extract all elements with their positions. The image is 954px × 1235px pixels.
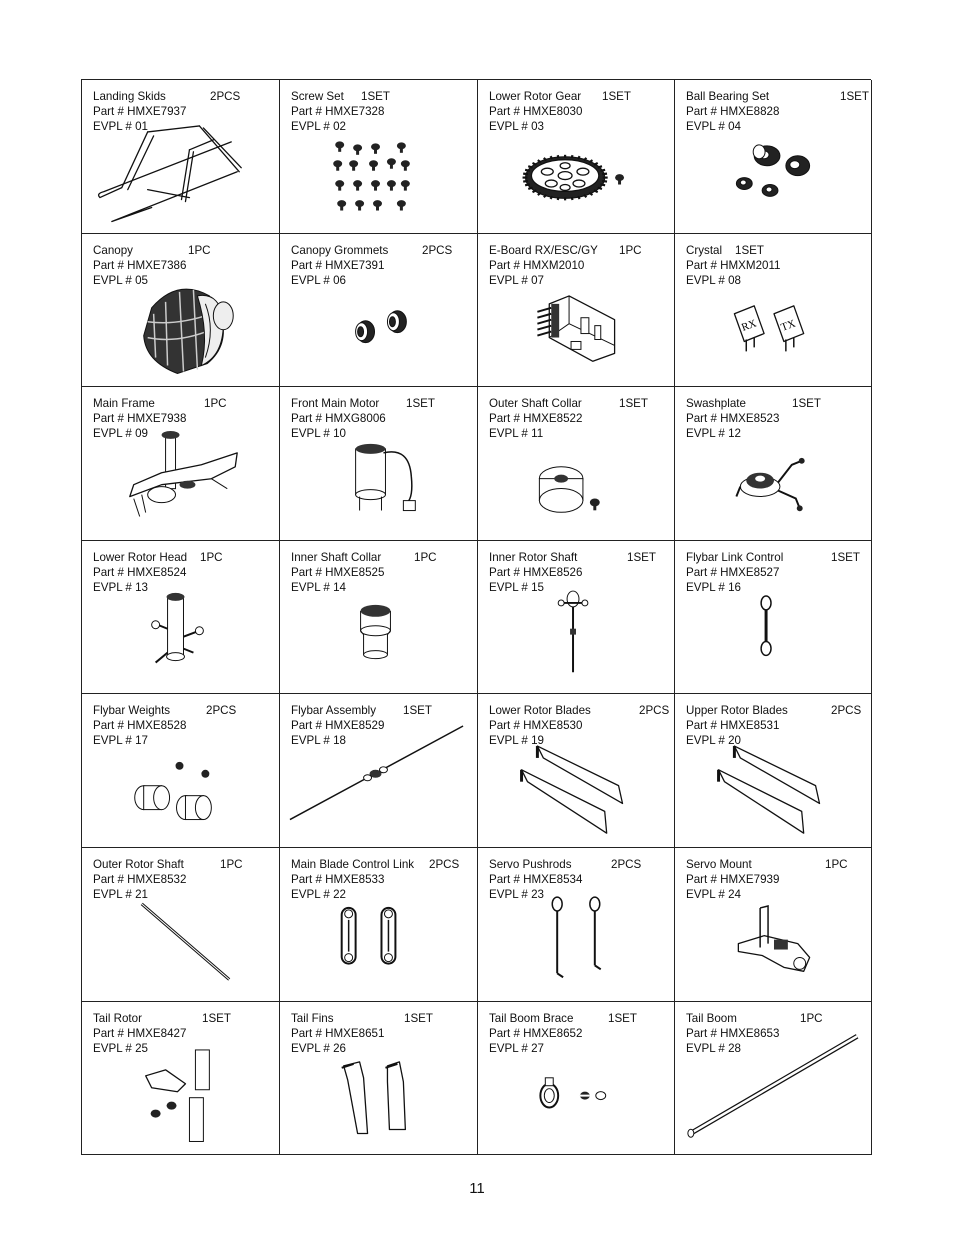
evpl-number: EVPL # 27 bbox=[489, 1041, 545, 1055]
part-name: Tail Rotor bbox=[93, 1011, 142, 1025]
part-cell bbox=[280, 234, 478, 388]
part-name: Upper Rotor Blades bbox=[686, 704, 788, 718]
part-number: Part # HMXE7391 bbox=[291, 258, 385, 272]
part-number: Part # HMXE8525 bbox=[291, 565, 385, 579]
evpl-number: EVPL # 13 bbox=[93, 580, 149, 594]
part-number: Part # HMXE7939 bbox=[686, 872, 780, 886]
part-cell bbox=[280, 848, 478, 1002]
part-info bbox=[93, 396, 273, 441]
part-cell bbox=[478, 541, 675, 695]
part-name: Crystal bbox=[686, 243, 723, 257]
part-info bbox=[291, 857, 471, 902]
part-name: Lower Rotor Gear bbox=[489, 90, 582, 103]
part-quantity: 1SET bbox=[202, 1011, 231, 1025]
part-number: Part # HMXE7937 bbox=[93, 105, 187, 118]
part-info bbox=[489, 857, 668, 902]
part-number: Part # HMXE8534 bbox=[489, 872, 583, 886]
part-quantity: 1PC bbox=[200, 550, 223, 564]
part-info bbox=[686, 1011, 865, 1056]
part-quantity: 1PC bbox=[204, 397, 227, 411]
page-number: 11 bbox=[469, 1180, 485, 1197]
evpl-number: EVPL # 25 bbox=[93, 1041, 149, 1055]
part-quantity: 1SET bbox=[361, 90, 390, 103]
part-quantity: 1SET bbox=[840, 90, 869, 103]
part-info bbox=[489, 243, 668, 288]
part-name: Outer Rotor Shaft bbox=[93, 857, 184, 871]
part-cell bbox=[280, 1002, 478, 1156]
part-info bbox=[93, 857, 273, 902]
part-number: Part # HMXE7328 bbox=[291, 105, 385, 118]
part-info bbox=[93, 550, 273, 595]
part-number: Part # HMXE7938 bbox=[93, 412, 187, 426]
part-quantity: 1SET bbox=[735, 243, 764, 257]
part-info bbox=[489, 703, 668, 748]
part-cell bbox=[675, 387, 872, 541]
part-cell bbox=[675, 234, 872, 388]
part-info bbox=[93, 1011, 273, 1056]
part-quantity: 1PC bbox=[800, 1011, 823, 1025]
evpl-number: EVPL # 09 bbox=[93, 427, 149, 441]
evpl-number: EVPL # 07 bbox=[489, 273, 545, 287]
evpl-number: EVPL # 10 bbox=[291, 427, 347, 441]
part-cell bbox=[478, 1002, 675, 1156]
part-info bbox=[291, 1011, 471, 1056]
part-quantity: 1SET bbox=[602, 90, 631, 103]
part-info bbox=[686, 857, 865, 902]
part-cell bbox=[478, 848, 675, 1002]
part-info bbox=[686, 243, 865, 288]
evpl-number: EVPL # 03 bbox=[489, 120, 545, 133]
evpl-number: EVPL # 21 bbox=[93, 887, 149, 901]
part-number: Part # HMXE8427 bbox=[93, 1026, 187, 1040]
part-cell bbox=[675, 848, 872, 1002]
part-number: Part # HMXE8653 bbox=[686, 1026, 780, 1040]
part-number: Part # HMXE7386 bbox=[93, 258, 187, 272]
part-info bbox=[489, 1011, 668, 1056]
part-name: Flybar Link Control bbox=[686, 550, 784, 564]
evpl-number: EVPL # 16 bbox=[686, 580, 742, 594]
part-name: Main Frame bbox=[93, 397, 155, 411]
part-info bbox=[291, 550, 471, 595]
evpl-number: EVPL # 08 bbox=[686, 273, 742, 287]
part-name: Main Blade Control Link bbox=[291, 857, 415, 871]
evpl-number: EVPL # 11 bbox=[489, 427, 544, 441]
part-quantity: 1PC bbox=[220, 857, 243, 871]
part-info bbox=[93, 89, 273, 134]
parts-grid bbox=[81, 79, 871, 1155]
part-number: Part # HMXE8652 bbox=[489, 1026, 583, 1040]
part-number: Part # HMXE8530 bbox=[489, 719, 583, 733]
part-name: Lower Rotor Head bbox=[93, 550, 188, 564]
evpl-number: EVPL # 01 bbox=[93, 120, 149, 133]
part-number: Part # HMXE8030 bbox=[489, 105, 583, 118]
evpl-number: EVPL # 26 bbox=[291, 1041, 347, 1055]
part-quantity: 1PC bbox=[188, 243, 211, 257]
part-cell bbox=[478, 234, 675, 388]
part-quantity: 2PCS bbox=[422, 243, 453, 257]
evpl-number: EVPL # 04 bbox=[686, 120, 742, 133]
part-number: Part # HMXM2011 bbox=[686, 258, 781, 272]
part-name: Canopy Grommets bbox=[291, 243, 389, 257]
part-info bbox=[291, 243, 471, 288]
part-info bbox=[686, 703, 865, 748]
evpl-number: EVPL # 23 bbox=[489, 887, 545, 901]
part-name: Tail Boom bbox=[686, 1011, 737, 1025]
part-cell bbox=[675, 1002, 872, 1156]
part-number: Part # HMXE8522 bbox=[489, 412, 583, 426]
part-name: Inner Shaft Collar bbox=[291, 550, 382, 564]
part-quantity: 1PC bbox=[619, 243, 642, 257]
part-quantity: 2PCS bbox=[639, 704, 670, 718]
evpl-number: EVPL # 12 bbox=[686, 427, 742, 441]
part-number: Part # HMXE8524 bbox=[93, 565, 187, 579]
evpl-number: EVPL # 06 bbox=[291, 273, 347, 287]
evpl-number: EVPL # 28 bbox=[686, 1041, 742, 1055]
part-info bbox=[686, 550, 865, 595]
part-cell bbox=[675, 80, 872, 234]
part-number: Part # HMXE8527 bbox=[686, 565, 780, 579]
part-quantity: 1SET bbox=[404, 1011, 433, 1025]
evpl-number: EVPL # 14 bbox=[291, 580, 347, 594]
evpl-number: EVPL # 22 bbox=[291, 887, 347, 901]
part-name: Lower Rotor Blades bbox=[489, 704, 591, 718]
part-cell bbox=[478, 387, 675, 541]
part-cell bbox=[82, 848, 280, 1002]
part-name: Servo Pushrods bbox=[489, 857, 572, 871]
part-cell bbox=[280, 541, 478, 695]
part-cell bbox=[280, 387, 478, 541]
part-name: Screw Set bbox=[291, 90, 344, 103]
part-name: Ball Bearing Set bbox=[686, 90, 770, 103]
evpl-number: EVPL # 24 bbox=[686, 887, 742, 901]
part-name: Canopy bbox=[93, 243, 133, 257]
part-cell bbox=[82, 694, 280, 848]
part-quantity: 1SET bbox=[627, 550, 656, 564]
part-name: E-Board RX/ESC/GY bbox=[489, 243, 598, 257]
part-quantity: 1SET bbox=[403, 704, 432, 718]
part-quantity: 2PCS bbox=[210, 90, 241, 103]
part-info bbox=[291, 89, 471, 134]
evpl-number: EVPL # 20 bbox=[686, 734, 742, 748]
part-quantity: 1PC bbox=[825, 857, 848, 871]
part-info bbox=[686, 89, 869, 134]
part-quantity: 2PCS bbox=[831, 704, 862, 718]
part-number: Part # HMXE8651 bbox=[291, 1026, 385, 1040]
part-info bbox=[489, 89, 668, 134]
part-cell bbox=[675, 541, 872, 695]
part-info bbox=[93, 703, 273, 748]
part-quantity: 1SET bbox=[831, 550, 860, 564]
part-number: Part # HMXE8526 bbox=[489, 565, 583, 579]
part-cell bbox=[280, 694, 478, 848]
part-quantity: 1PC bbox=[414, 550, 437, 564]
part-name: Front Main Motor bbox=[291, 397, 380, 411]
part-number: Part # HMXE8532 bbox=[93, 872, 187, 886]
part-quantity: 1SET bbox=[608, 1011, 637, 1025]
part-info bbox=[686, 396, 865, 441]
part-name: Flybar Assembly bbox=[291, 704, 377, 718]
part-number: Part # HMXE8533 bbox=[291, 872, 385, 886]
part-number: Part # HMXE8523 bbox=[686, 412, 780, 426]
part-info bbox=[489, 396, 668, 441]
part-name: Flybar Weights bbox=[93, 704, 171, 718]
part-cell bbox=[82, 1002, 280, 1156]
part-name: Tail Fins bbox=[291, 1011, 334, 1025]
part-quantity: 2PCS bbox=[206, 704, 237, 718]
part-name: Servo Mount bbox=[686, 857, 752, 871]
part-cell bbox=[82, 80, 280, 234]
part-name: Tail Boom Brace bbox=[489, 1011, 574, 1025]
part-cell bbox=[478, 80, 675, 234]
part-name: Inner Rotor Shaft bbox=[489, 550, 578, 564]
evpl-number: EVPL # 15 bbox=[489, 580, 545, 594]
part-number: Part # HMXM2010 bbox=[489, 258, 585, 272]
part-cell bbox=[478, 694, 675, 848]
part-quantity: 1SET bbox=[406, 397, 435, 411]
evpl-number: EVPL # 18 bbox=[291, 734, 347, 748]
part-info bbox=[291, 396, 471, 441]
part-quantity: 2PCS bbox=[429, 857, 460, 871]
part-number: Part # HMXG8006 bbox=[291, 412, 386, 426]
part-cell bbox=[675, 694, 872, 848]
part-number: Part # HMXE8528 bbox=[93, 719, 187, 733]
part-quantity: 2PCS bbox=[611, 857, 642, 871]
part-cell bbox=[82, 234, 280, 388]
evpl-number: EVPL # 02 bbox=[291, 120, 347, 133]
part-name: Swashplate bbox=[686, 397, 746, 411]
evpl-number: EVPL # 19 bbox=[489, 734, 545, 748]
part-cell bbox=[280, 80, 478, 234]
part-number: Part # HMXE8531 bbox=[686, 719, 780, 733]
part-cell bbox=[82, 387, 280, 541]
part-name: Landing Skids bbox=[93, 90, 166, 103]
svg-text:TX: TX bbox=[779, 317, 798, 334]
part-info bbox=[93, 243, 273, 288]
part-info bbox=[489, 550, 668, 595]
part-quantity: 1SET bbox=[619, 397, 648, 411]
part-name: Outer Shaft Collar bbox=[489, 397, 582, 411]
part-number: Part # HMXE8828 bbox=[686, 105, 780, 118]
part-quantity: 1SET bbox=[792, 397, 821, 411]
part-number: Part # HMXE8529 bbox=[291, 719, 385, 733]
svg-text:RX: RX bbox=[739, 317, 759, 334]
part-info bbox=[291, 703, 471, 748]
evpl-number: EVPL # 17 bbox=[93, 734, 149, 748]
part-cell bbox=[82, 541, 280, 695]
evpl-number: EVPL # 05 bbox=[93, 273, 149, 287]
